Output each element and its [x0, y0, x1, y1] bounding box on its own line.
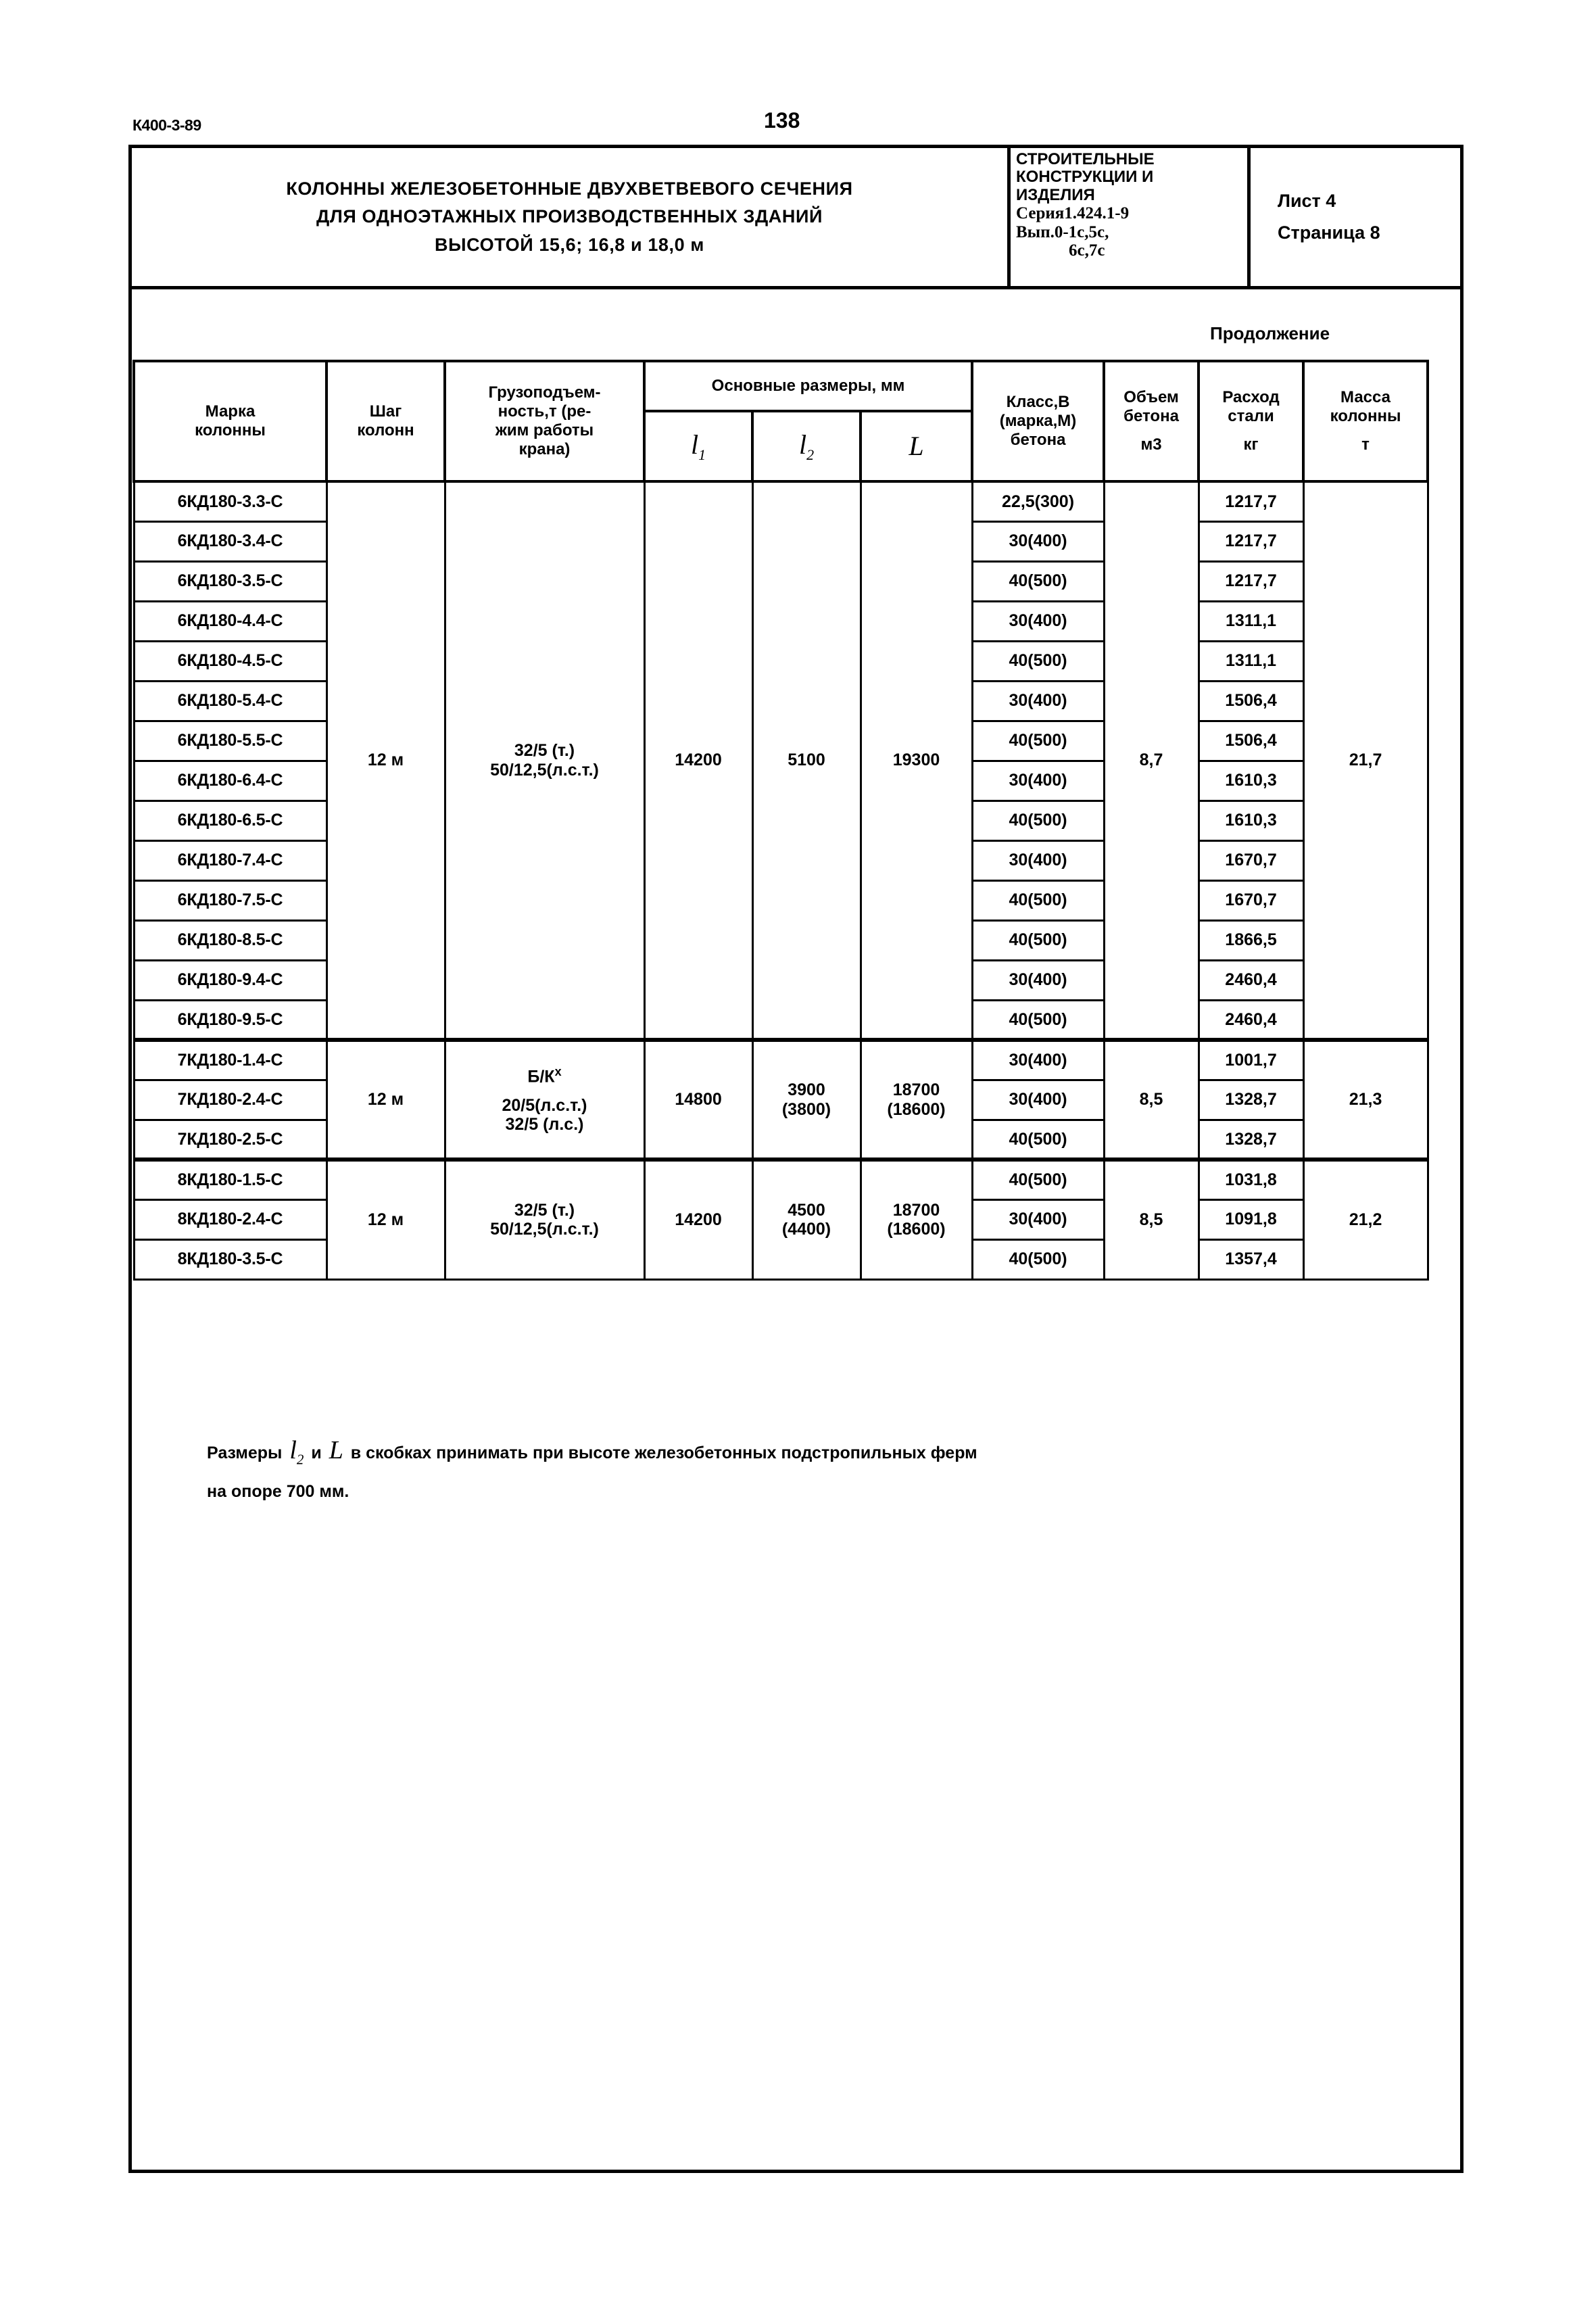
cell-concrete-volume: 8,7 — [1104, 481, 1199, 1040]
cell-concrete-class: 40(500) — [972, 721, 1104, 761]
table-body — [134, 481, 1428, 1279]
page-number: 138 — [764, 108, 800, 133]
cell-steel: 1328,7 — [1199, 1120, 1303, 1160]
cell-concrete-class: 30(400) — [972, 1080, 1104, 1120]
cell-L — [861, 1040, 972, 1160]
cell-step: 12 м — [327, 1040, 445, 1160]
cell-concrete-class: 30(400) — [972, 761, 1104, 801]
cell-mark: 6КД180-9.5-С — [134, 1000, 327, 1040]
capacity-line-2: 50/12,5(л.с.т.) — [490, 1220, 599, 1239]
header-concrete-line3: бетона — [1010, 430, 1066, 449]
cell-l2-value: 5100 — [788, 750, 825, 770]
document-title — [132, 148, 1007, 286]
cell-concrete-class: 30(400) — [972, 1199, 1104, 1239]
header-row-1 — [134, 361, 1428, 411]
header-mark — [134, 361, 327, 481]
header-concrete-line2: (марка,М) — [999, 412, 1077, 431]
cell-mark: 6КД180-3.5-С — [134, 561, 327, 601]
series-issue-2: 6с,7с — [1069, 241, 1105, 260]
document-code: К400-3-89 — [132, 116, 201, 134]
cell-L-alt: (18600) — [887, 1220, 946, 1239]
cell-l1-value: 14200 — [675, 1210, 722, 1229]
cell-L-alt: (18600) — [887, 1099, 946, 1119]
cell-mark: 7КД180-1.4-С — [134, 1040, 327, 1080]
cell-mark: 6КД180-7.5-С — [134, 880, 327, 920]
cell-mark: 6КД180-5.4-С — [134, 681, 327, 721]
header-concrete-class — [972, 361, 1104, 481]
cell-steel: 1217,7 — [1199, 561, 1303, 601]
header-dim-l2: $l_2$ — [752, 411, 861, 481]
cell-mark: 6КД180-4.5-С — [134, 641, 327, 681]
cell-L — [861, 481, 972, 1040]
header-mass — [1303, 361, 1428, 481]
header-capacity-line3: жим работы — [495, 421, 594, 439]
header-dim-L: L — [861, 411, 972, 481]
cell-L — [861, 1160, 972, 1279]
cell-capacity — [445, 1040, 644, 1160]
cell-steel: 1866,5 — [1199, 920, 1303, 960]
cell-mark: 6КД180-4.4-С — [134, 601, 327, 641]
cell-mass: 21,7 — [1303, 481, 1428, 1040]
capacity-line-1: 32/5 (т.) — [514, 1200, 575, 1220]
cell-concrete-class: 30(400) — [972, 601, 1104, 641]
header-steel-line1: Расход — [1222, 388, 1280, 407]
footnote-text: в скобках принимать при высоте железобетонных подстропильных ферм — [350, 1443, 977, 1462]
cell-mark: 6КД180-3.3-С — [134, 481, 327, 521]
header-concrete-volume — [1104, 361, 1199, 481]
cell-steel: 2460,4 — [1199, 1000, 1303, 1040]
header-capacity — [445, 361, 644, 481]
cell-concrete-class: 40(500) — [972, 641, 1104, 681]
cell-steel: 1670,7 — [1199, 840, 1303, 880]
sheet-label: Лист 4 — [1278, 190, 1336, 211]
header-capacity-line4: крана) — [518, 439, 571, 458]
header-mass-line1: Масса — [1340, 388, 1391, 407]
series-number: Серия1.424.1-9 — [1016, 204, 1130, 223]
footnote-conjunction: и — [311, 1443, 322, 1462]
cell-mark: 7КД180-2.5-С — [134, 1120, 327, 1160]
header-capacity-line1: Грузоподъем- — [488, 383, 601, 402]
header-concrete-line1: Класс,В — [1006, 393, 1070, 412]
cell-L-value: 19300 — [892, 750, 940, 770]
cell-concrete-volume: 8,5 — [1104, 1160, 1199, 1279]
header-dim-l1: $l_1$ — [644, 411, 752, 481]
title-line-2: ДЛЯ ОДНОЭТАЖНЫХ ПРОИЗВОДСТВЕННЫХ ЗДАНИЙ — [316, 206, 823, 227]
cell-l2 — [752, 481, 861, 1040]
cell-l1 — [644, 1160, 752, 1279]
cell-steel: 1610,3 — [1199, 761, 1303, 801]
table-row — [134, 481, 1428, 521]
cell-steel: 1328,7 — [1199, 1080, 1303, 1120]
header-steel-line3: кг — [1243, 435, 1259, 454]
cell-mass: 21,3 — [1303, 1040, 1428, 1160]
cell-mark: 6КД180-7.4-С — [134, 840, 327, 880]
cell-steel: 2460,4 — [1199, 960, 1303, 1000]
table-row — [134, 1040, 1428, 1080]
footnote-symbol-l2: $l_2$ — [289, 1436, 304, 1468]
cell-concrete-class: 40(500) — [972, 880, 1104, 920]
header-step-line2: колонн — [357, 421, 414, 439]
cell-mark: 8КД180-2.4-С — [134, 1199, 327, 1239]
table-header — [134, 361, 1428, 481]
cell-steel: 1001,7 — [1199, 1040, 1303, 1080]
cell-steel: 1217,7 — [1199, 481, 1303, 521]
cell-l2-value: 3900 — [788, 1080, 825, 1099]
cell-concrete-class: 30(400) — [972, 681, 1104, 721]
cell-mark: 6КД180-5.5-С — [134, 721, 327, 761]
cell-concrete-class: 30(400) — [972, 960, 1104, 1000]
cell-concrete-class: 30(400) — [972, 521, 1104, 561]
header-step-line1: Шаг — [369, 402, 402, 421]
capacity-top: $Б/К^х$ — [527, 1065, 562, 1087]
header-volume-line3: м3 — [1140, 435, 1162, 454]
cell-steel: 1357,4 — [1199, 1239, 1303, 1279]
cell-step: 12 м — [327, 481, 445, 1040]
footnote-line-1 — [132, 1425, 1457, 1475]
cell-steel: 1506,4 — [1199, 721, 1303, 761]
sheet-block — [1247, 148, 1460, 286]
cell-steel: 1311,1 — [1199, 601, 1303, 641]
cell-l1-value: 14200 — [675, 750, 722, 770]
header-mass-line3: т — [1361, 435, 1370, 454]
header-capacity-line2: ность,т (ре- — [498, 402, 591, 421]
header-step — [327, 361, 445, 481]
cell-concrete-class: 30(400) — [972, 1040, 1104, 1080]
header-mass-line2: колонны — [1330, 407, 1401, 426]
cell-l2-value: 4500 — [788, 1200, 825, 1220]
cell-mark: 6КД180-3.4-С — [134, 521, 327, 561]
cell-mark: 6КД180-9.4-С — [134, 960, 327, 1000]
title-line-1: КОЛОННЫ ЖЕЛЕЗОБЕТОННЫЕ ДВУХВЕТВЕВОГО СЕЧЕНИЯ — [286, 178, 853, 199]
footnote-block — [132, 1425, 1457, 1508]
cell-mass: 21,2 — [1303, 1160, 1428, 1279]
header-steel — [1199, 361, 1303, 481]
continuation-label: Продолжение — [1210, 323, 1330, 343]
series-line-1: СТРОИТЕЛЬНЫЕ — [1016, 150, 1155, 168]
series-block — [1007, 148, 1247, 286]
cell-concrete-class: 40(500) — [972, 1000, 1104, 1040]
cell-mark: 6КД180-8.5-С — [134, 920, 327, 960]
header-mark-line2: колонны — [195, 421, 266, 439]
cell-mark: 6КД180-6.5-С — [134, 801, 327, 840]
cell-l1 — [644, 1040, 752, 1160]
specification-table — [132, 360, 1429, 1281]
cell-l1-value: 14800 — [675, 1090, 722, 1109]
header-mark-line1: Марка — [205, 402, 256, 421]
cell-l2-alt: (3800) — [781, 1099, 831, 1119]
series-line-3: ИЗДЕЛИЯ — [1016, 185, 1095, 204]
cell-steel: 1670,7 — [1199, 880, 1303, 920]
capacity-line-1: 32/5 (т.) — [514, 741, 575, 760]
cell-concrete-class: 30(400) — [972, 840, 1104, 880]
cell-l2 — [752, 1040, 861, 1160]
cell-mark: 6КД180-6.4-С — [134, 761, 327, 801]
cell-L-value: 18700 — [892, 1200, 940, 1220]
cell-mark: 7КД180-2.4-С — [134, 1080, 327, 1120]
capacity-line-2: 32/5 (л.с.) — [505, 1115, 584, 1135]
capacity-line-1: 20/5(л.с.т.) — [502, 1095, 587, 1115]
cell-mark: 8КД180-3.5-С — [134, 1239, 327, 1279]
cell-capacity — [445, 1160, 644, 1279]
cell-concrete-class: 40(500) — [972, 920, 1104, 960]
series-issue-1: Вып.0-1с,5с, — [1016, 222, 1109, 241]
header-steel-line2: стали — [1228, 407, 1274, 426]
cell-concrete-class: 40(500) — [972, 561, 1104, 601]
header-volume-line2: бетона — [1123, 407, 1179, 426]
cell-l2 — [752, 1160, 861, 1279]
footnote-symbol-L: L — [329, 1436, 343, 1464]
page-label: Страница 8 — [1278, 222, 1380, 243]
title-line-3: ВЫСОТОЙ 15,6; 16,8 и 18,0 м — [435, 234, 704, 255]
header-volume-line1: Объем — [1123, 388, 1179, 407]
cell-concrete-volume: 8,5 — [1104, 1040, 1199, 1160]
table-row — [134, 1160, 1428, 1199]
cell-steel: 1091,8 — [1199, 1199, 1303, 1239]
footnote-line-2: на опоре 700 мм. — [207, 1482, 349, 1502]
cell-L-value: 18700 — [892, 1080, 940, 1099]
cell-capacity — [445, 481, 644, 1040]
specification-table-wrapper — [132, 360, 1401, 1281]
cell-concrete-class: 40(500) — [972, 1239, 1104, 1279]
series-line-2: КОНСТРУКЦИИ И — [1016, 168, 1154, 187]
cell-concrete-class: 22,5(300) — [972, 481, 1104, 521]
cell-concrete-class: 40(500) — [972, 1120, 1104, 1160]
cell-steel: 1506,4 — [1199, 681, 1303, 721]
footnote-prefix: Размеры — [207, 1443, 283, 1462]
cell-concrete-class: 40(500) — [972, 801, 1104, 840]
title-block — [128, 145, 1464, 289]
capacity-line-2: 50/12,5(л.с.т.) — [490, 760, 599, 780]
cell-l1 — [644, 481, 752, 1040]
cell-step: 12 м — [327, 1160, 445, 1279]
cell-l2-alt: (4400) — [781, 1220, 831, 1239]
cell-steel: 1217,7 — [1199, 521, 1303, 561]
cell-steel: 1031,8 — [1199, 1160, 1303, 1199]
cell-steel: 1311,1 — [1199, 641, 1303, 681]
cell-steel: 1610,3 — [1199, 801, 1303, 840]
cell-mark: 8КД180-1.5-С — [134, 1160, 327, 1199]
header-dimensions-group: Основные размеры, мм — [644, 361, 972, 411]
cell-concrete-class: 40(500) — [972, 1160, 1104, 1199]
